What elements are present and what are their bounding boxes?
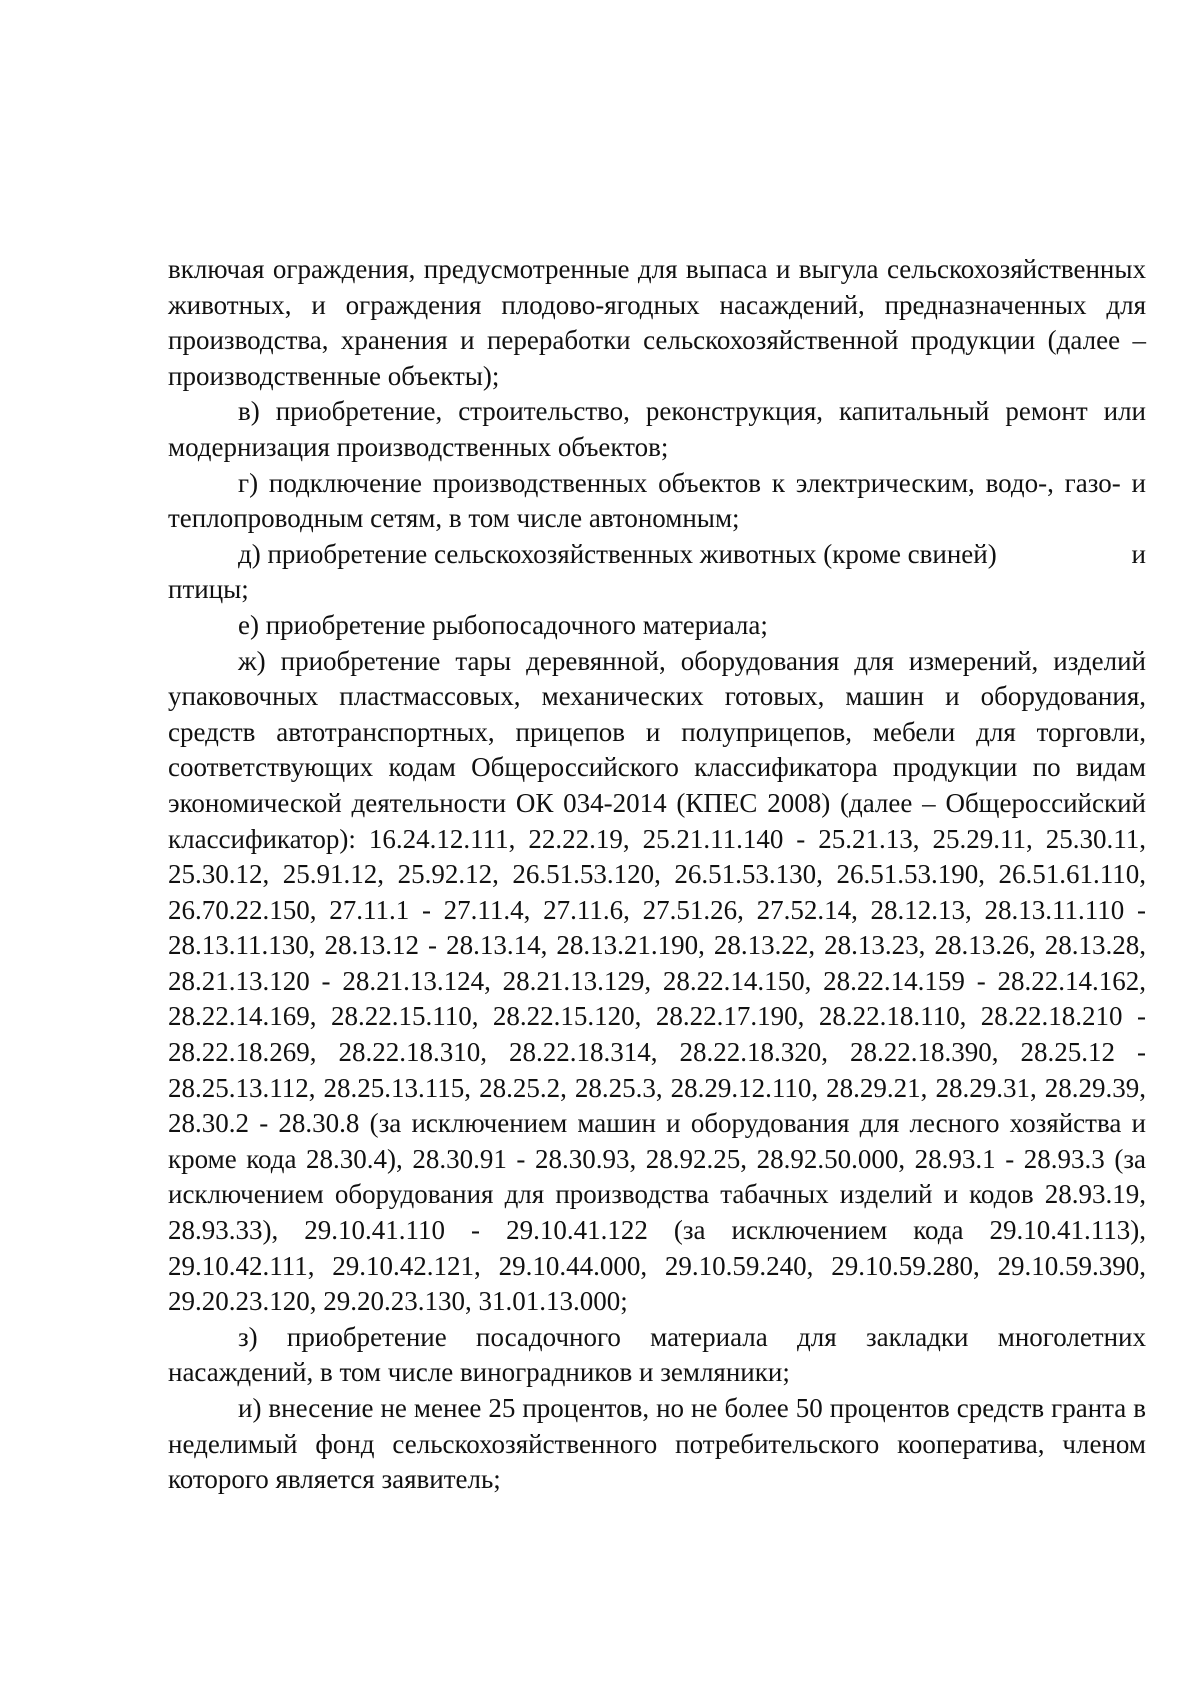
paragraph-item-e: е) приобретение рыбопосадочного материала;	[238, 609, 768, 640]
paragraph-continuation: включая ограждения, предусмотренные для выпаса и выгула сельскохозяйственных животных, и ограждения плодово-ягодных насаждений, предназначенных для производства, хранения и переработки сельскохозяйственной продукции (далее – производственные объекты);	[168, 254, 1146, 391]
paragraph-item-g: г) подключение производственных объектов к электрическим, водо-, газо- и теплопроводным сетям, в том числе автономным;	[168, 467, 1146, 534]
paragraph-item-zh: ж) приобретение тары деревянной, оборудования для измерений, изделий упаковочных пластмассовых, механических готовых, машин и оборудования, средств автотранспортных, прицепов и полуприцепов, мебели для торговли, соответствующих кодам Общероссийского классификатора продукции по видам экономической деятельности ОК 034-2014 (КПЕС 2008) (далее – Общероссийский классификатор): 16.24.12.111, 22.22.19, 25.21.11.140 - 25.21.13, 25.29.11, 25.30.11, 25.30.12, 25.91.12, 25.92.12, 26.51.53.120, 26.51.53.130, 26.51.53.190, 26.51.61.110, 26.70.22.150, 27.11.1 - 27.11.4, 27.11.6, 27.51.26, 27.52.14, 28.12.13, 28.13.11.110 - 28.13.11.130, 28.13.12 - 28.13.14, 28.13.21.190, 28.13.22, 28.13.23, 28.13.26, 28.13.28, 28.21.13.120 - 28.21.13.124, 28.21.13.129, 28.22.14.150, 28.22.14.159 - 28.22.14.162, 28.22.14.169, 28.22.15.110, 28.22.15.120, 28.22.17.190, 28.22.18.110, 28.22.18.210 - 28.22.18.269, 28.22.18.310, 28.22.18.314, 28.22.18.320, 28.22.18.390, 28.25.12 - 28.25.13.112, 28.25.13.115, 28.25.2, 28.25.3, 28.29.12.110, 28.29.21, 28.29.31, 28.29.39, 28.30.2 - 28.30.8 (за исключением машин и оборудования для лесного хозяйства и кроме кода 28.30.4), 28.30.91 - 28.30.93, 28.92.25, 28.92.50.000, 28.93.1 - 28.93.3 (за исключением оборудования для производства табачных изделий и кодов 28.93.19, 28.93.33), 29.10.41.110 - 29.10.41.122 (за исключением кода 29.10.41.113), 29.10.42.111, 29.10.42.121, 29.10.44.000, 29.10.59.240, 29.10.59.280, 29.10.59.390, 29.20.23.120, 29.20.23.130, 31.01.13.000;	[168, 645, 1146, 1317]
paragraph-item-d-conj: и	[1131, 538, 1146, 569]
paragraph-item-d-main: д) приобретение сельскохозяйственных животных (кроме свиней)	[238, 538, 997, 569]
paragraph-item-v: в) приобретение, строительство, реконструкция, капитальный ремонт или модернизация производственных объектов;	[168, 396, 1146, 462]
paragraph-item-d-continuation: птицы;	[168, 574, 249, 605]
document-body	[168, 252, 1146, 1498]
paragraph-item-d	[168, 537, 1146, 608]
paragraph-item-z: з) приобретение посадочного материала для закладки многолетних насаждений, в том числе виноградников и земляники;	[168, 1321, 1146, 1388]
paragraph-item-i: и) внесение не менее 25 процентов, но не более 50 процентов средств гранта в неделимый фонд сельскохозяйственного потребительского кооператива, членом которого является заявитель;	[168, 1393, 1146, 1495]
paragraph-item-d-first-line	[168, 537, 1146, 573]
